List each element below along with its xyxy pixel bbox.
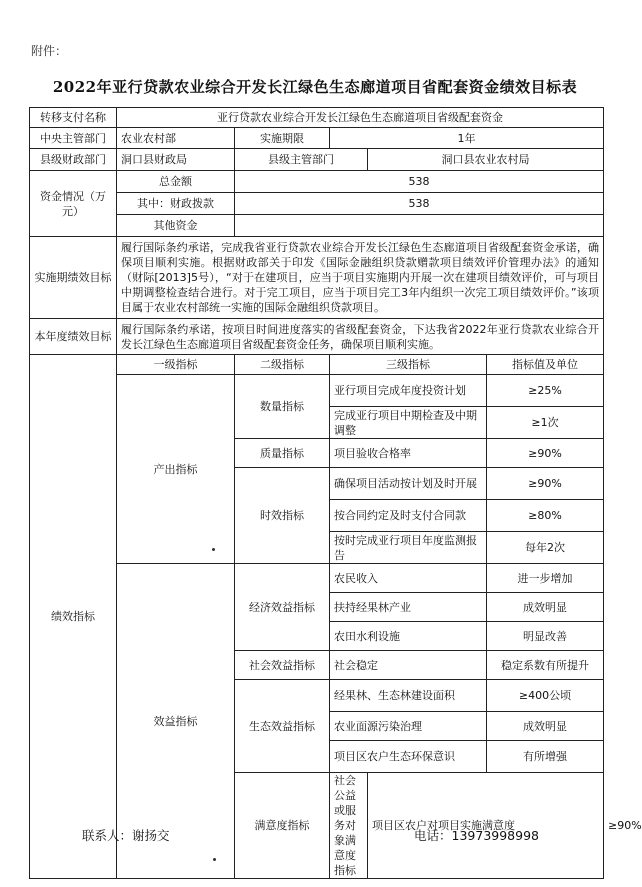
contact-phone-label: 电话： bbox=[414, 828, 452, 843]
indicator-value: 成效明显 bbox=[487, 712, 604, 741]
indicator-name: 农业面源污染治理 bbox=[330, 712, 487, 741]
scan-speck bbox=[212, 548, 215, 551]
county-finance-value: 洞口县财政局 bbox=[117, 149, 235, 171]
indicator-value: ≥1次 bbox=[487, 407, 604, 439]
contact-person bbox=[82, 826, 170, 844]
output-indicator-label: 产出指标 bbox=[117, 375, 235, 564]
table-row bbox=[30, 564, 604, 593]
funds-total-label: 总金额 bbox=[117, 171, 235, 193]
central-dept-value: 农业农村部 bbox=[117, 128, 235, 149]
funds-label: 资金情况（万元） bbox=[30, 171, 117, 237]
county-dept-value: 洞口县农业农村局 bbox=[368, 149, 604, 171]
indicator-value: ≥90% bbox=[487, 468, 604, 500]
indicator-value: 有所增强 bbox=[487, 741, 604, 773]
indicators-section-label: 绩效指标 bbox=[30, 355, 117, 879]
quality-indicator-label: 质量指标 bbox=[235, 439, 330, 468]
contact-phone-value: 13973998998 bbox=[451, 828, 539, 843]
indicator-value: 稳定系数有所提升 bbox=[487, 651, 604, 680]
time-indicator-label: 时效指标 bbox=[235, 468, 330, 564]
table-row: 满意度指标 社会公益或服务对象满意度指标 项目区农户对项目实施满意度 ≥90% bbox=[30, 773, 604, 879]
row-central-dept bbox=[30, 128, 604, 149]
indicator-name: 经果林、生态林建设面积 bbox=[330, 680, 487, 712]
indicator-name: 农民收入 bbox=[330, 564, 487, 593]
indicator-name: 项目验收合格率 bbox=[330, 439, 487, 468]
satisfaction-sub-label: 社会公益或服务对象满意度指标 bbox=[330, 773, 368, 879]
satisfaction-indicator-label: 满意度指标 bbox=[235, 773, 330, 879]
row-county bbox=[30, 149, 604, 171]
contact-person-value: 谢扬交 bbox=[132, 828, 170, 843]
central-dept-label: 中央主管部门 bbox=[30, 128, 117, 149]
row-funds-total bbox=[30, 171, 604, 193]
funds-finance-label: 其中：财政拨款 bbox=[117, 193, 235, 215]
indicator-value: ≥400公顷 bbox=[487, 680, 604, 712]
indicator-name: 确保项目活动按计划及时开展 bbox=[330, 468, 487, 500]
social-indicator-label: 社会效益指标 bbox=[235, 651, 330, 680]
indicator-value: 每年2次 bbox=[487, 532, 604, 564]
transfer-name-label: 转移支付名称 bbox=[30, 108, 117, 128]
economic-indicator-label: 经济效益指标 bbox=[235, 564, 330, 651]
row-annual-goal bbox=[30, 319, 604, 355]
row-funds-other bbox=[30, 215, 604, 237]
funds-total-value: 538 bbox=[235, 171, 604, 193]
indicator-value: 成效明显 bbox=[487, 593, 604, 622]
indicator-name: 项目区农户对项目实施满意度 bbox=[368, 773, 604, 879]
funds-other-label: 其他资金 bbox=[117, 215, 235, 237]
county-finance-label: 县级财政部门 bbox=[30, 149, 117, 171]
row-funds-finance bbox=[30, 193, 604, 215]
indicator-value: ≥90% bbox=[487, 439, 604, 468]
indicator-value: 进一步增加 bbox=[487, 564, 604, 593]
header-value: 指标值及单位 bbox=[487, 355, 604, 375]
indicator-value: ≥80% bbox=[487, 500, 604, 532]
indicator-name: 亚行项目完成年度投资计划 bbox=[330, 375, 487, 407]
indicator-value: 明显改善 bbox=[487, 622, 604, 651]
performance-target-table bbox=[29, 107, 642, 879]
period-goal-label: 实施期绩效目标 bbox=[30, 237, 117, 319]
ecological-indicator-label: 生态效益指标 bbox=[235, 680, 330, 773]
indicator-name: 扶持经果林产业 bbox=[330, 593, 487, 622]
contact-person-label: 联系人： bbox=[82, 828, 133, 843]
transfer-name-value: 亚行贷款农业综合开发长江绿色生态廊道项目省级配套资金 bbox=[117, 108, 604, 128]
header-level1: 一级指标 bbox=[117, 355, 235, 375]
header-level2: 二级指标 bbox=[235, 355, 330, 375]
funds-other-value bbox=[235, 215, 604, 237]
header-level3: 三级指标 bbox=[330, 355, 487, 375]
table-row bbox=[30, 375, 604, 407]
contact-phone bbox=[414, 826, 539, 844]
annual-goal-label: 本年度绩效目标 bbox=[30, 319, 117, 355]
indicator-name: 按时完成亚行项目年度监测报告 bbox=[330, 532, 487, 564]
indicator-name: 完成亚行项目中期检查及中期调整 bbox=[330, 407, 487, 439]
period-goal-text: 履行国际条约承诺，完成我省亚行贷款农业综合开发长江绿色生态廊道项目省级配套资金承诺，确保项目顺利实施。根据财政部关于印发《国际金融组织贷款赠款项目绩效评价管理办法》的通知（财际[2013]5号），“对于在建项目，应当于项目实施期内开展一次在建项目绩效评价，可与项目中期调整检查结合进行。对于完工项目，应当于项目完工3年内组织一次完工项目绩效评价。”该项目属于农业农村部统一实施的国际金融组织贷款项目。 bbox=[117, 237, 604, 319]
scan-speck bbox=[213, 858, 216, 861]
row-indicator-headers bbox=[30, 355, 604, 375]
funds-finance-value: 538 bbox=[235, 193, 604, 215]
benefit-indicator-label: 效益指标 bbox=[117, 564, 235, 879]
page-title: 2022年亚行贷款农业综合开发长江绿色生态廊道项目省配套资金绩效目标表 bbox=[52, 78, 578, 96]
row-period-goal bbox=[30, 237, 604, 319]
indicator-value: ≥25% bbox=[487, 375, 604, 407]
indicator-name: 按合同约定及时支付合同款 bbox=[330, 500, 487, 532]
period-value: 1年 bbox=[330, 128, 604, 149]
period-label: 实施期限 bbox=[235, 128, 330, 149]
county-dept-label: 县级主管部门 bbox=[235, 149, 368, 171]
indicator-name: 社会稳定 bbox=[330, 651, 487, 680]
quantity-indicator-label: 数量指标 bbox=[235, 375, 330, 439]
indicator-name: 项目区农户生态环保意识 bbox=[330, 741, 487, 773]
indicator-name: 农田水利设施 bbox=[330, 622, 487, 651]
annual-goal-text: 履行国际条约承诺，按项目时间进度落实的省级配套资金，下达我省2022年亚行贷款农业综合开发长江绿色生态廊道项目省级配套资金任务，确保项目顺利实施。 bbox=[117, 319, 604, 355]
attachment-label: 附件： bbox=[31, 44, 68, 58]
row-transfer bbox=[30, 108, 604, 128]
